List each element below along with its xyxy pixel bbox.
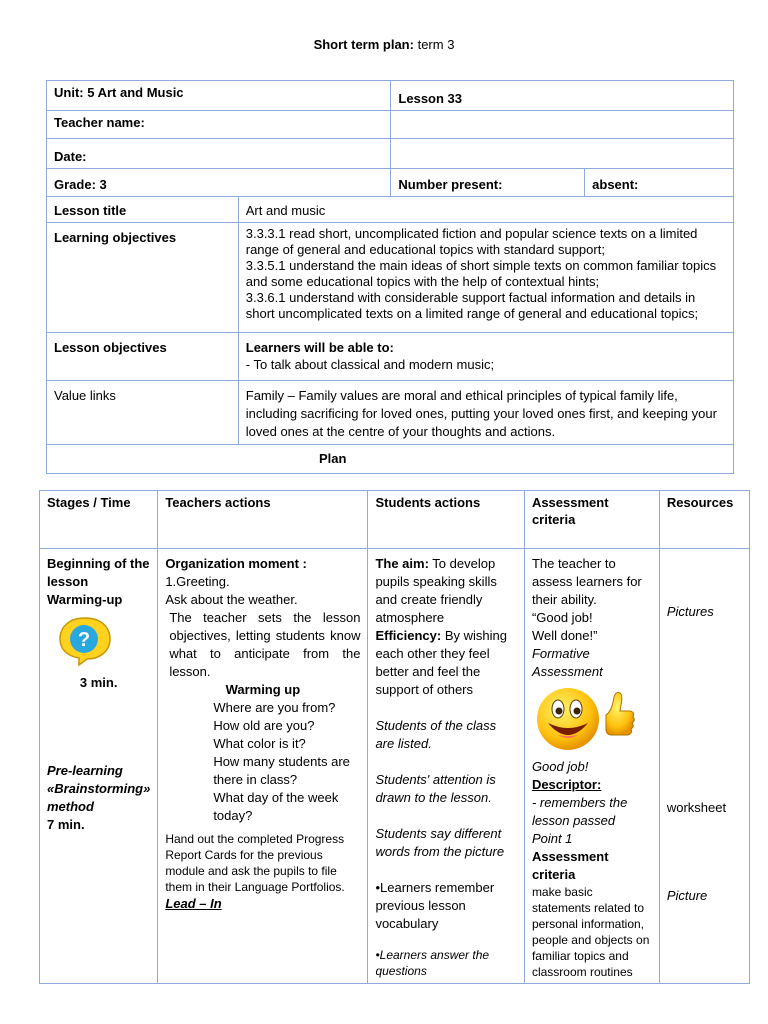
- lesson-title-value: Art and music: [238, 197, 733, 223]
- assessment-text: The teacher to assess learners for their ability.: [531, 556, 642, 607]
- column-header-teachers: Teachers actions: [158, 491, 368, 549]
- handout-text: Hand out the completed Progress Report Cards for the previous module and ask the pupils to file them in their Language Portfolios.: [165, 832, 345, 894]
- page-title: [0, 37, 768, 52]
- stage-time-1: 3 min.: [79, 675, 118, 690]
- weather-text: Ask about the weather.: [165, 592, 298, 607]
- value-links-label: Value links: [47, 381, 239, 445]
- efficiency-value: By wishing each other they feel better and feel the support of others: [375, 628, 507, 697]
- descriptor-label: Descriptor:: [531, 777, 602, 792]
- aim-value: To develop pupils speaking skills and create friendly atmosphere: [375, 556, 497, 625]
- grade-label: Grade: 3: [47, 169, 391, 197]
- resource-picture: Picture: [666, 888, 708, 903]
- learning-objective-item: 3.3.3.1 read short, uncomplicated fiction and popular science texts on a limited range of general and educational topics with standard support;: [245, 226, 698, 257]
- warming-question: How old are you?: [213, 718, 315, 733]
- lesson-number: Lesson 33: [391, 81, 734, 111]
- students-listed-text: Students of the class are listed.: [375, 718, 497, 751]
- good-job-quote: “Good job!: [531, 610, 593, 625]
- students-attention-text: Students' attention is drawn to the lesson.: [375, 772, 496, 805]
- teachers-actions-cell: [158, 549, 368, 984]
- assessment-criteria-heading: Assessment criteria: [531, 849, 609, 882]
- number-present-label: Number present:: [391, 169, 585, 197]
- unit-label: Unit:: [54, 85, 84, 100]
- lead-in-text: Lead – In: [165, 896, 222, 911]
- plan-label: Plan: [47, 445, 734, 474]
- warming-question: Where are you from?: [213, 700, 336, 715]
- students-actions-cell: [368, 549, 524, 984]
- svg-text:?: ?: [77, 629, 91, 651]
- plan-table: [39, 490, 750, 984]
- warming-question: What day of the week today?: [213, 790, 339, 823]
- resources-cell: [659, 549, 749, 984]
- well-done-text: Well done!”: [531, 628, 598, 643]
- question-bubble-icon: [57, 615, 150, 672]
- lesson-objectives-heading: Learners will be able to:: [245, 340, 394, 355]
- learners-answer-text: •Learners answer the questions: [375, 948, 490, 978]
- org-moment-heading: Organization moment :: [165, 556, 307, 571]
- resource-worksheet: worksheet: [666, 800, 727, 815]
- assessment-cell: [524, 549, 659, 984]
- column-header-resources: Resources: [659, 491, 749, 549]
- stages-cell: [40, 549, 158, 984]
- formative-assessment-text: Formative Assessment: [531, 646, 603, 679]
- learning-objective-item: 3.3.5.1 understand the main ideas of short simple texts on common familiar topics and some educational topics with the help of contextual hints;: [245, 258, 717, 289]
- efficiency-label: Efficiency:: [375, 628, 442, 643]
- lesson-objectives-label: Lesson objectives: [47, 333, 239, 381]
- lesson-title-label: Lesson title: [47, 197, 239, 223]
- stage-time-2: 7 min.: [47, 817, 85, 832]
- remembers-text: - remembers the lesson passed: [531, 795, 628, 828]
- value-links-text: Family – Family values are moral and ethical principles of typical family life, including sacrificing for loved ones, putting your loved ones first, and keeping your loved ones at the centre of your thoughts and actions.: [238, 381, 733, 445]
- warming-question: What color is it?: [213, 736, 306, 751]
- date-value: [391, 139, 734, 169]
- unit-value: 5 Art and Music: [83, 85, 184, 100]
- column-header-students: Students actions: [368, 491, 524, 549]
- learning-objectives-label: Learning objectives: [47, 223, 239, 333]
- lesson-objectives: [238, 333, 733, 381]
- resource-pictures: Pictures: [666, 604, 714, 619]
- learning-objectives: [238, 223, 733, 333]
- absent-label: absent:: [585, 169, 734, 197]
- teacher-name-value: [391, 111, 734, 139]
- teacher-name-label: Teacher name:: [47, 111, 391, 139]
- learners-remember-text: •Learners remember previous lesson vocabulary: [375, 880, 495, 931]
- efficiency-text: [375, 627, 516, 699]
- stage-prelearning: Pre-learning «Brainstorming» method: [47, 763, 151, 814]
- page-title-bold: Short term plan:: [313, 37, 414, 52]
- point-text: Point 1: [531, 831, 573, 846]
- warming-up-heading: Warming up: [225, 682, 301, 697]
- aim-label: The aim:: [375, 556, 429, 571]
- page-title-rest: term 3: [413, 37, 455, 52]
- aim-text: [375, 555, 516, 627]
- unit-cell: [47, 81, 391, 111]
- objectives-text: The teacher sets the lesson objectives, letting students know what to anticipate from the lesson.: [169, 610, 361, 679]
- greeting-text: 1.Greeting.: [165, 574, 230, 589]
- stage-beginning: Beginning of the lesson Warming-up: [47, 556, 150, 607]
- header-table: [46, 80, 734, 474]
- good-job-text: Good job!: [531, 759, 589, 774]
- assessment-criteria-text: make basic statements related to personal information, people and objects on familiar topics and classroom routines: [531, 885, 650, 979]
- learning-objective-item: 3.3.6.1 understand with considerable support factual information and details in short uncomplicated texts on a limited range of general and educational topics;: [245, 290, 699, 321]
- column-header-stages: Stages / Time: [40, 491, 158, 549]
- warming-question: How many students are there in class?: [213, 754, 350, 787]
- lesson-objectives-item: - To talk about classical and modern music;: [245, 357, 495, 372]
- students-say-words-text: Students say different words from the picture: [375, 826, 505, 859]
- column-header-assessment: Assessment criteria: [524, 491, 659, 549]
- thumbs-up-smiley-icon: [532, 685, 652, 758]
- date-label: Date:: [47, 139, 391, 169]
